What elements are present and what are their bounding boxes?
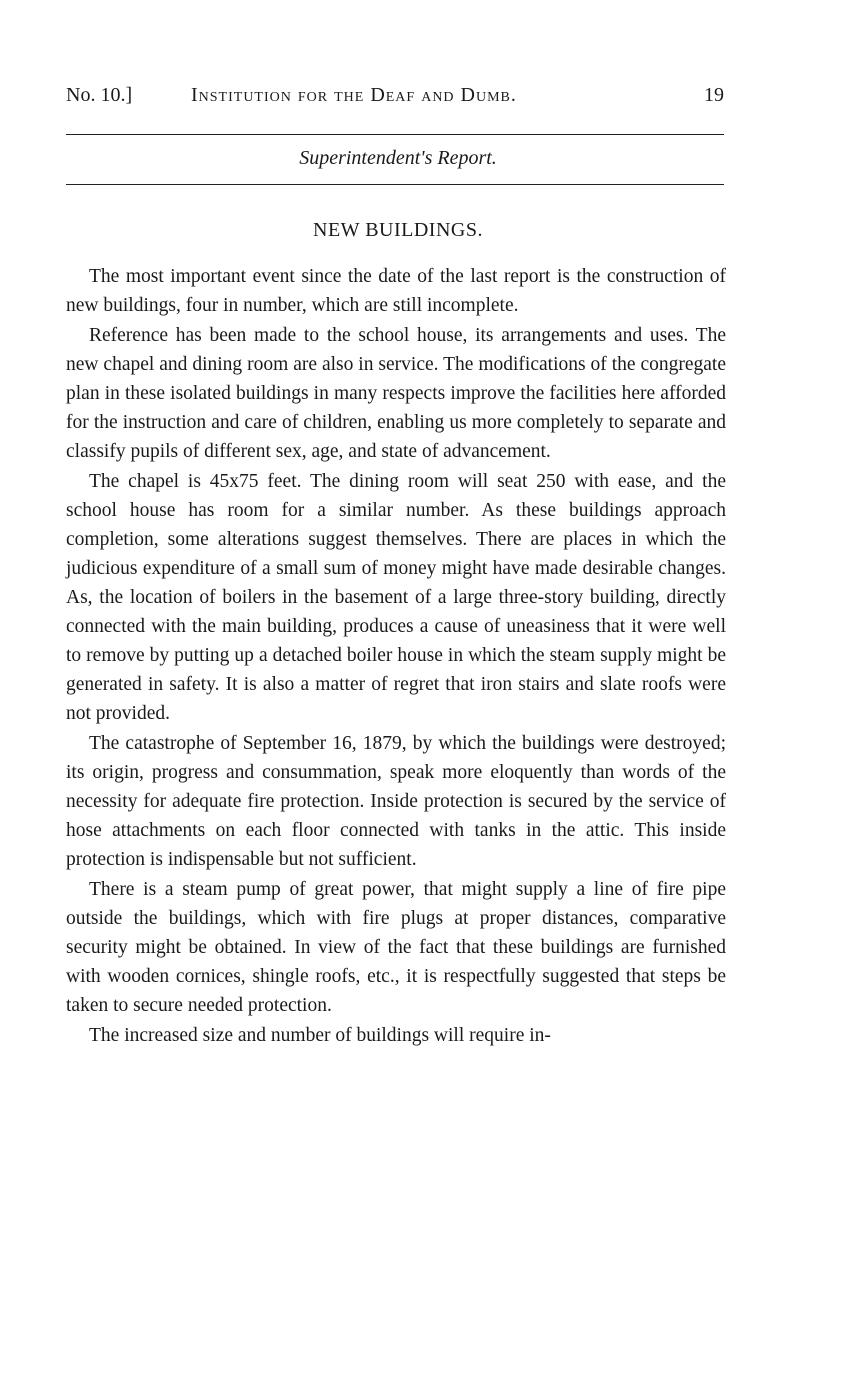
header-rule-bottom <box>66 184 724 185</box>
paragraph: The chapel is 45x75 feet. The dining room will seat 250 with ease, and the school house has room for a similar number. As these buildings approach completion, some alterations suggest themselves. There are places in which the judicious expenditure of a small sum of money might have made desirable changes. As, the location of boilers in the basement of a large three-story building, directly connected with the main building, produces a cause of uneasiness that it were well to remove by putting up a detached boiler house in which the steam supply might be generated in safety. It is also a matter of regret that iron stairs and slate roofs were not provided. <box>66 471 726 724</box>
report-subheading: Superintendent's Report. <box>299 147 497 169</box>
paragraph: Reference has been made to the school house, its arrangements and uses. The new chapel and dining room are also in service. The modifications of the congregate plan in these isolated buildings in many respects improve the facilities here afforded for the instruction and care of children, enabling us more completely to separate and classify pupils of different sex, age, and state of advancement. <box>66 325 726 462</box>
paragraph: The most important event since the date of the last report is the construction of new buildings, four in number, which are still incomplete. <box>66 266 726 316</box>
page-number: 19 <box>704 84 724 106</box>
section-title: NEW BUILDINGS. <box>313 219 483 241</box>
running-header <box>66 84 726 114</box>
paragraph: The increased size and number of buildings will require in- <box>89 1025 551 1046</box>
institution-title: Institution for the Deaf and Dumb. <box>191 84 517 106</box>
paragraph: There is a steam pump of great power, that might supply a line of fire pipe outside the buildings, which with fire plugs at proper distances, comparative security might be obtained. In view of the fact that these buildings are furnished with wooden cornices, shingle roofs, etc., it is respectfully suggested that steps be taken to secure needed protection. <box>66 879 726 1016</box>
document-page <box>66 84 726 1050</box>
paragraph: The catastrophe of September 16, 1879, by which the buildings were destroyed; its origin, progress and consummation, speak more eloquently than words of the necessity for adequate fire protection. Inside protection is secured by the service of hose attachments on each floor connected with tanks in the attic. This inside protection is indispensable but not sufficient. <box>66 733 726 870</box>
series-number: No. 10.] <box>66 84 133 106</box>
